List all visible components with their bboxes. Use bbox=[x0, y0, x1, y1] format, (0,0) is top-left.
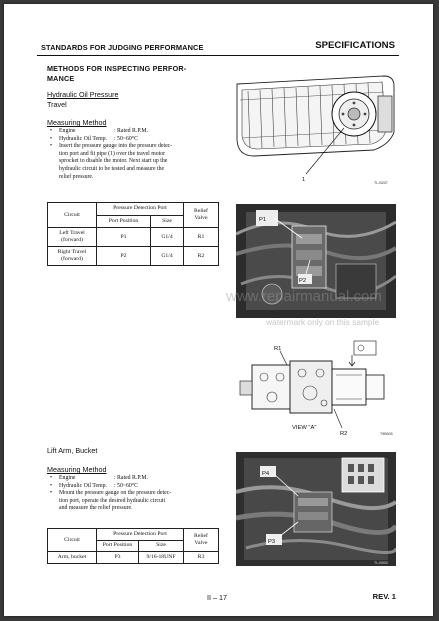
pump-view-label: VIEW "A" bbox=[292, 425, 317, 431]
photo2-figure-code: TL-B900 bbox=[374, 561, 388, 565]
photo2-p3-label: P3 bbox=[268, 539, 276, 545]
track-sprocket-drawing bbox=[234, 70, 397, 188]
table-row bbox=[48, 247, 219, 266]
table-row bbox=[48, 228, 219, 247]
hydraulic-pressure-heading: Hydraulic Oil Pressure bbox=[47, 90, 119, 99]
travel-port-table bbox=[47, 202, 219, 266]
travel-col-size: Size bbox=[151, 215, 184, 228]
lift-col-circuit: Circuit bbox=[48, 529, 97, 552]
travel-cell-relief: R2 bbox=[184, 247, 219, 266]
travel-cell-position: P2 bbox=[97, 247, 151, 266]
pump-relief-drawing bbox=[236, 337, 396, 437]
header-chapter-name: SPECIFICATIONS bbox=[315, 40, 395, 51]
travel-cell-relief: R1 bbox=[184, 228, 219, 247]
lift-ports-photo bbox=[236, 452, 396, 566]
lift-col-relief: Relief Valve bbox=[184, 529, 219, 552]
travel-cell-size: G1/4 bbox=[151, 247, 184, 266]
section-title bbox=[47, 64, 217, 84]
lift-engine-item: • Engine : Rated R.P.M. bbox=[50, 475, 148, 481]
lift-cell-position: P3 bbox=[97, 552, 139, 564]
travel-engine-item: • Engine : Rated R.P.M. bbox=[50, 128, 148, 134]
pump-figure-code: T9B605 bbox=[380, 432, 393, 436]
manual-page bbox=[4, 4, 433, 616]
travel-col-circuit: Circuit bbox=[48, 203, 97, 228]
revision-label: REV. 1 bbox=[372, 592, 396, 601]
lift-cell-relief: R3 bbox=[184, 552, 219, 564]
track-callout-label: 1 bbox=[302, 177, 306, 183]
watermark-note: watermark only on this sample bbox=[266, 317, 380, 327]
lift-col-position: Port Position bbox=[97, 540, 139, 552]
lift-method-heading: Measuring Method bbox=[47, 465, 107, 474]
travel-method-heading: Measuring Method bbox=[47, 118, 107, 127]
travel-col-relief: Relief Valve bbox=[184, 203, 219, 228]
travel-method-list bbox=[50, 128, 220, 181]
lift-cell-circuit: Arm, bucket bbox=[48, 552, 97, 564]
travel-cell-circuit: Left Travel (forward) bbox=[48, 228, 97, 247]
travel-cell-position: P1 bbox=[97, 228, 151, 247]
section-title-line1: METHODS FOR INSPECTING PERFOR- bbox=[47, 64, 187, 73]
travel-cell-circuit: Right Travel (forward) bbox=[48, 247, 97, 266]
header-rule bbox=[37, 55, 399, 56]
lift-oil-temp-item: • Hydraulic Oil Temp. : 50~60°C bbox=[50, 482, 138, 489]
section-title-line2: MANCE bbox=[47, 74, 75, 83]
pump-r2-label: R2 bbox=[340, 431, 348, 437]
photo1-p1-label: P1 bbox=[259, 217, 267, 223]
lift-col-size: Size bbox=[139, 540, 184, 552]
travel-instruction: • Insert the pressure gauge into the pressure detec- tion port and fit pipe (1) over the travel motor sprocket to disable the motor. Next start up the hydraulic circuit to be tested and measure the relief pressure. bbox=[50, 143, 173, 180]
lift-col-port: Pressure Detection Port bbox=[97, 529, 184, 541]
photo2-p4-label: P4 bbox=[262, 471, 270, 477]
travel-cell-size: G1/4 bbox=[151, 228, 184, 247]
lift-port-table bbox=[47, 528, 219, 564]
travel-col-position: Port Position bbox=[97, 215, 151, 228]
header-section-name: STANDARDS FOR JUDGING PERFORMANCE bbox=[41, 43, 204, 52]
lift-instruction: • Mount the pressure gauge on the pressure detec- tion port, operate the desired hydraulic circuit and measure the relief pressure. bbox=[50, 490, 172, 512]
photo1-p2-label: P2 bbox=[299, 278, 307, 284]
page-number: II – 17 bbox=[207, 593, 227, 602]
track-figure-code: TL-B207 bbox=[374, 181, 388, 185]
lift-method-list bbox=[50, 475, 220, 513]
travel-heading: Travel bbox=[47, 100, 67, 109]
travel-col-port: Pressure Detection Port bbox=[97, 203, 184, 216]
pump-r1-label: R1 bbox=[274, 346, 282, 352]
lift-cell-size: 9/16-18UNF bbox=[139, 552, 184, 564]
travel-oil-temp-item: • Hydraulic Oil Temp. : 50~60°C bbox=[50, 135, 138, 142]
watermark-url: www.repairmanual.com bbox=[226, 288, 382, 305]
lift-bucket-heading: Lift Arm, Bucket bbox=[47, 446, 98, 455]
table-row bbox=[48, 552, 219, 564]
